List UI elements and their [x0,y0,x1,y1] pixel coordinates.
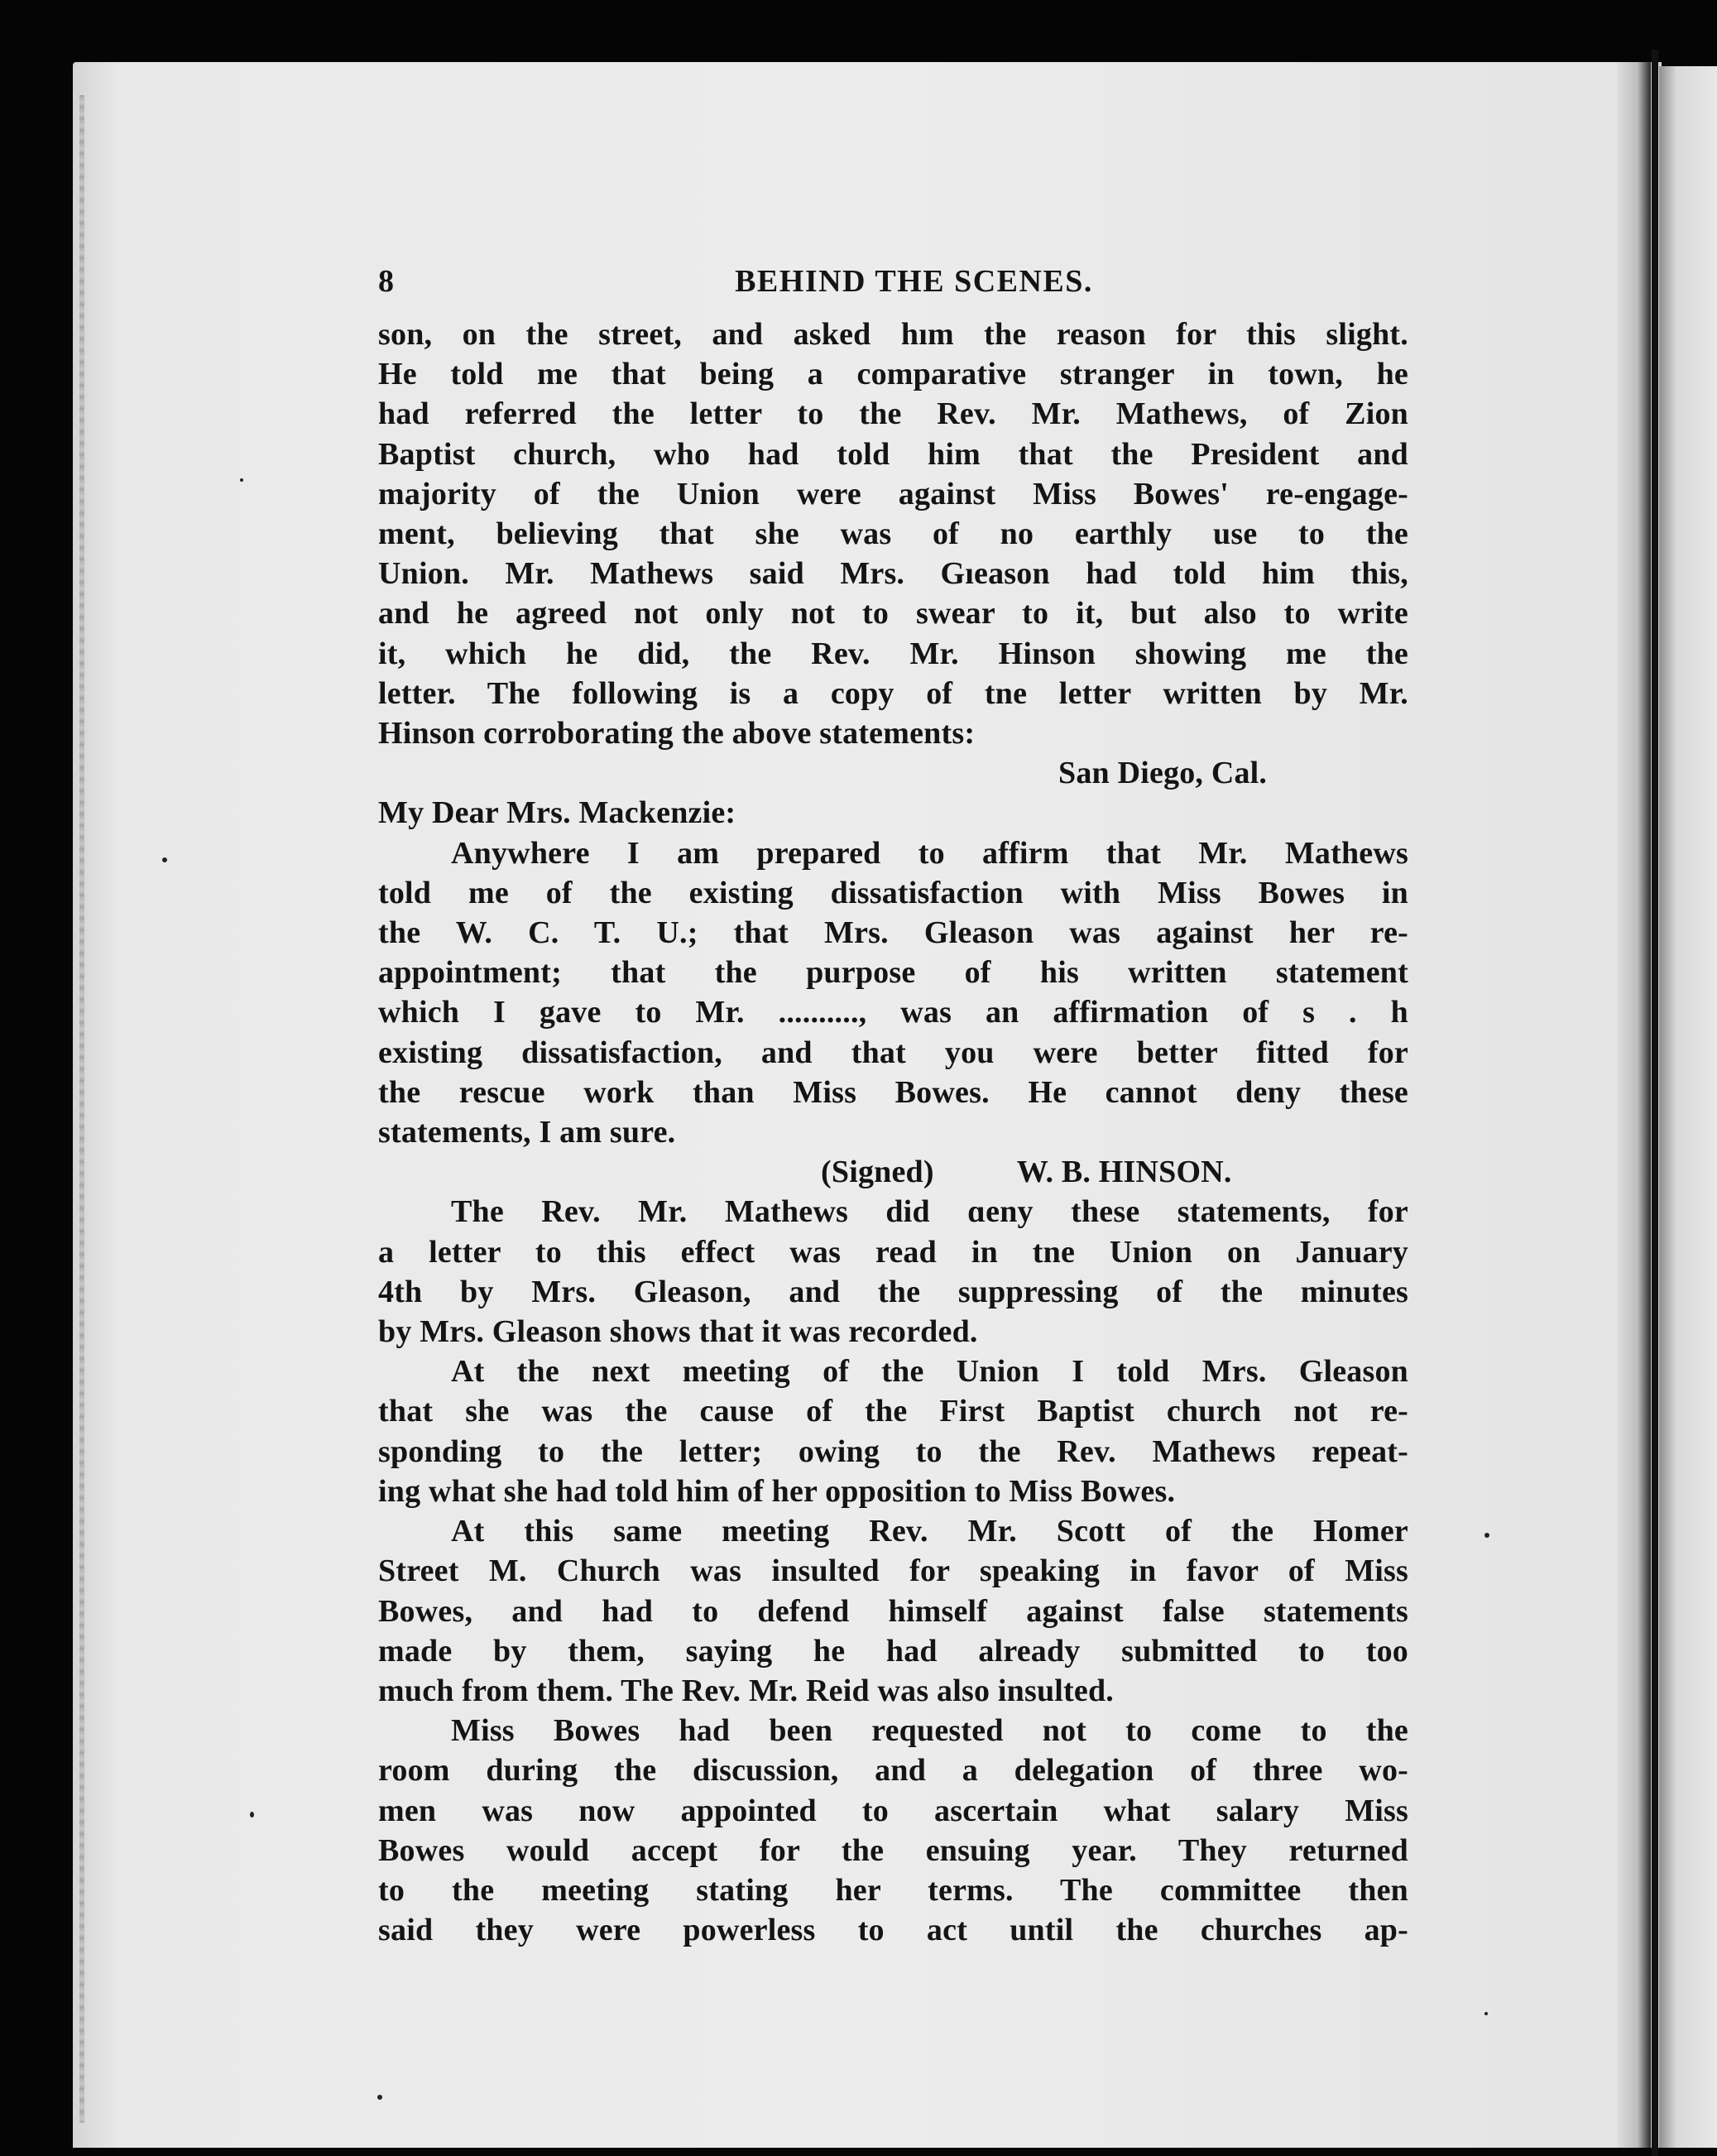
scan-speck [1484,1533,1489,1538]
letter-salutation: My Dear Mrs. Mackenzie: [378,795,736,831]
paragraph [378,1711,1408,1950]
paragraph [378,1352,1408,1511]
scan-speck [377,2095,382,2100]
text-line: men was now appointed to ascertain what salary Miss [378,1793,1408,1828]
signed-label: (Signed) [821,1155,934,1190]
text-line: the rescue work than Miss Bowes. He cannot deny these [378,1074,1408,1110]
text-line: Bowes would accept for the ensuing year. They returned [378,1832,1408,1868]
text-line: 4th by Mrs. Gleason, and the suppressing of the minutes [378,1274,1408,1309]
text-line: Street M. Church was insulted for speaking in favor of Miss [378,1553,1408,1589]
text-line: Union. Mr. Mathews said Mrs. Gıeason had told him this, [378,556,1408,592]
page-text [378,262,1408,1950]
letter-place: San Diego, Cal. [1058,756,1268,791]
text-line: and he agreed not only not to swear to it, but also to write [378,596,1408,631]
quoted-letter [378,753,1408,1192]
text-line: much from them. The Rev. Mr. Reid was also insulted. [378,1673,1115,1708]
scan-speck [250,1812,254,1817]
text-line: which I gave to Mr. .........., was an affirmation of s . h [378,995,1408,1030]
text-line: ing what she had told him of her opposition to Miss Bowes. [378,1473,1176,1509]
running-title: BEHIND THE SCENES. [735,264,1093,299]
scan-speck [162,857,167,862]
paragraph [378,1192,1408,1352]
text-line: The Rev. Mr. Mathews did ɑeny these statements, for [451,1194,1408,1230]
text-line: At the next meeting of the Union I told Mrs. Gleason [451,1354,1408,1390]
letter-signature [378,1152,1408,1192]
text-line: it, which he did, the Rev. Mr. Hinson showing me the [378,636,1408,671]
signatory-name: W. B. HINSON. [1016,1155,1232,1190]
text-line: appointment; that the purpose of his written statement [378,955,1408,991]
text-line: He told me that being a comparative stranger in town, he [378,357,1408,392]
text-line: Miss Bowes had been requested not to come to the [451,1713,1408,1749]
text-line: Anywhere I am prepared to affirm that Mr. Mathews [451,835,1408,871]
text-line: the W. C. T. U.; that Mrs. Gleason was against her re- [378,915,1408,951]
text-line: Bowes, and had to defend himself against false statements [378,1593,1408,1629]
text-line: son, on the street, and asked hım the reason for this slight. [378,317,1408,352]
facing-page-edge [1659,66,1717,2148]
text-line: a letter to this effect was read in tne Union on January [378,1234,1408,1270]
paragraph [378,315,1408,753]
text-line: letter. The following is a copy of tne letter written by Mr. [378,675,1408,711]
text-line: had referred the letter to the Rev. Mr. Mathews, of Zion [378,396,1408,432]
text-line: existing dissatisfaction, and that you were better fitted for [378,1035,1408,1070]
text-line: majority of the Union were against Miss Bowes' re-engage- [378,476,1408,511]
text-line: that she was the cause of the First Baptist church not re- [378,1394,1408,1429]
text-line: At this same meeting Rev. Mr. Scott of the Homer [451,1514,1408,1549]
text-line: ment, believing that she was of no earthly use to the [378,516,1408,552]
text-line: to the meeting stating her terms. The committee then [378,1872,1408,1908]
page-number: 8 [378,264,395,299]
page-edge [1618,62,1651,2148]
paragraph [378,1511,1408,1711]
text-line: room during the discussion, and a delegation of three wo- [378,1753,1408,1789]
text-line: Baptist church, who had told him that the President and [378,436,1408,472]
text-line: told me of the existing dissatisfaction with Miss Bowes in [378,875,1408,910]
scan-speck [240,478,243,482]
binding-gutter [1652,50,1658,2156]
text-line: by Mrs. Gleason shows that it was recorded. [378,1314,978,1350]
text-line: made by them, saying he had already submitted to too [378,1633,1408,1669]
text-line: Hinson corroborating the above statements: [378,716,976,751]
scan-speck [1484,2012,1488,2015]
text-line: sponding to the letter; owing to the Rev. Mathews repeat- [378,1433,1408,1469]
running-head [378,262,1408,315]
text-line: statements, I am sure. [378,1115,676,1150]
text-line: said they were powerless to act until the churches ap- [378,1913,1408,1948]
